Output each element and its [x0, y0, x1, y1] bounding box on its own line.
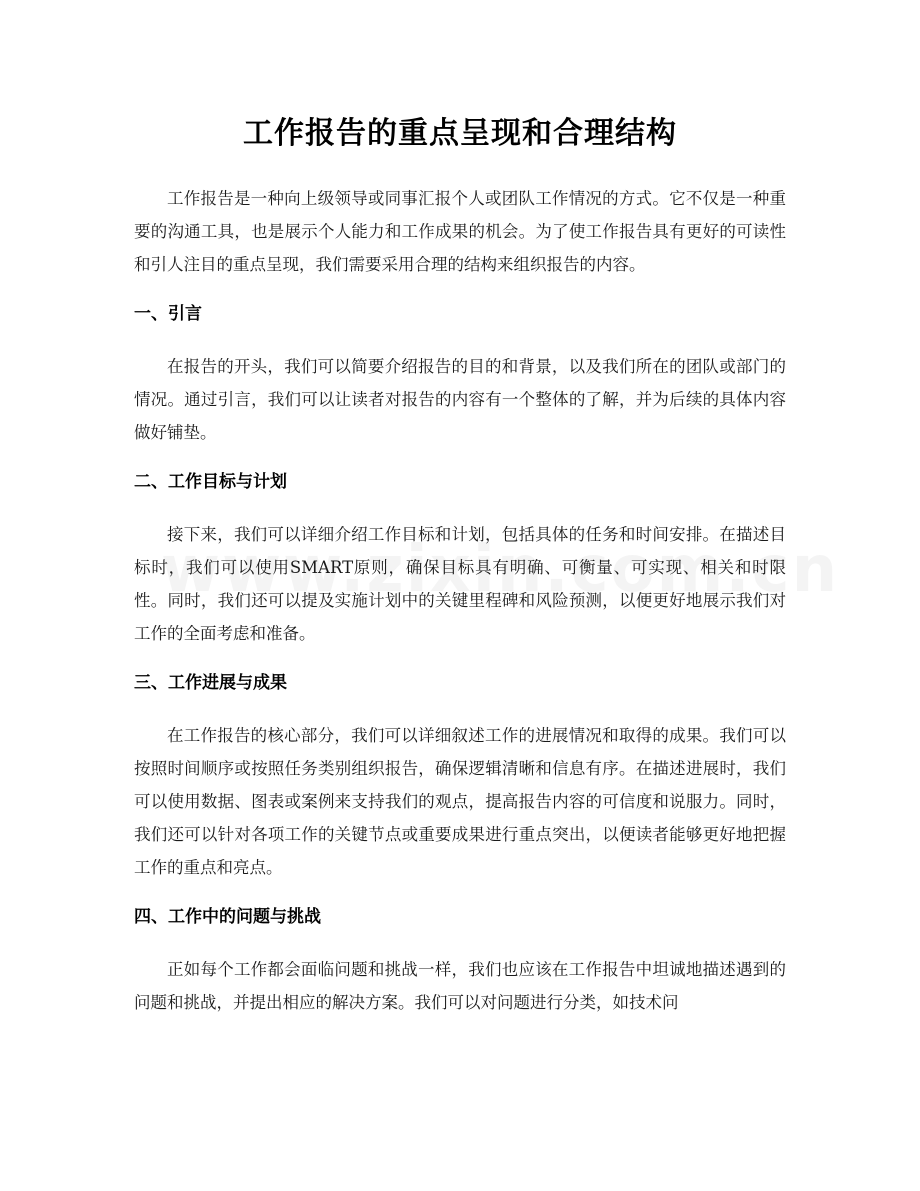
section-paragraph: 在报告的开头，我们可以简要介绍报告的目的和背景，以及我们所在的团队或部门的情况。通过引言，我们可以让读者对报告的内容有一个整体的了解，并为后续的具体内容做好铺垫。 [134, 357, 786, 442]
document-body [134, 182, 786, 1040]
section-problems-and-challenges [134, 905, 786, 1019]
section-heading: 三、工作进展与成果 [134, 673, 287, 693]
section-heading: 二、工作目标与计划 [134, 472, 287, 492]
section-paragraph: 接下来，我们可以详细介绍工作目标和计划，包括具体的任务和时间安排。在描述目标时，我们可以使用SMART原则，确保目标具有明确、可衡量、可实现、相关和时限性。同时，我们还可以提及实施计划中的关键里程碑和风险预测，以便更好地展示我们对工作的全面考虑和准备。 [134, 525, 786, 643]
page-title: 工作报告的重点呈现和合理结构 [243, 116, 677, 151]
section-heading: 四、工作中的问题与挑战 [134, 907, 321, 927]
intro-paragraph: 工作报告是一种向上级领导或同事汇报个人或团队工作情况的方式。它不仅是一种重要的沟通工具，也是展示个人能力和工作成果的机会。为了使工作报告具有更好的可读性和引人注目的重点呈现，我们需要采用合理的结构来组织报告的内容。 [134, 189, 786, 274]
section-paragraph: 在工作报告的核心部分，我们可以详细叙述工作的进展情况和取得的成果。我们可以按照时间顺序或按照任务类别组织报告，确保逻辑清晰和信息有序。在描述进展时，我们可以使用数据、图表或案例来支持我们的观点，提高报告内容的可信度和说服力。同时，我们还可以针对各项工作的关键节点或重要成果进行重点突出，以便读者能够更好地把握工作的重点和亮点。 [134, 726, 786, 877]
section-heading: 一、引言 [134, 304, 202, 324]
section-paragraph: 正如每个工作都会面临问题和挑战一样，我们也应该在工作报告中坦诚地描述遇到的问题和挑战，并提出相应的解决方案。我们可以对问题进行分类，如技术问 [134, 960, 786, 1012]
section-goals-and-plans [134, 470, 786, 650]
section-introduction [134, 302, 786, 449]
section-progress-and-results [134, 671, 786, 884]
